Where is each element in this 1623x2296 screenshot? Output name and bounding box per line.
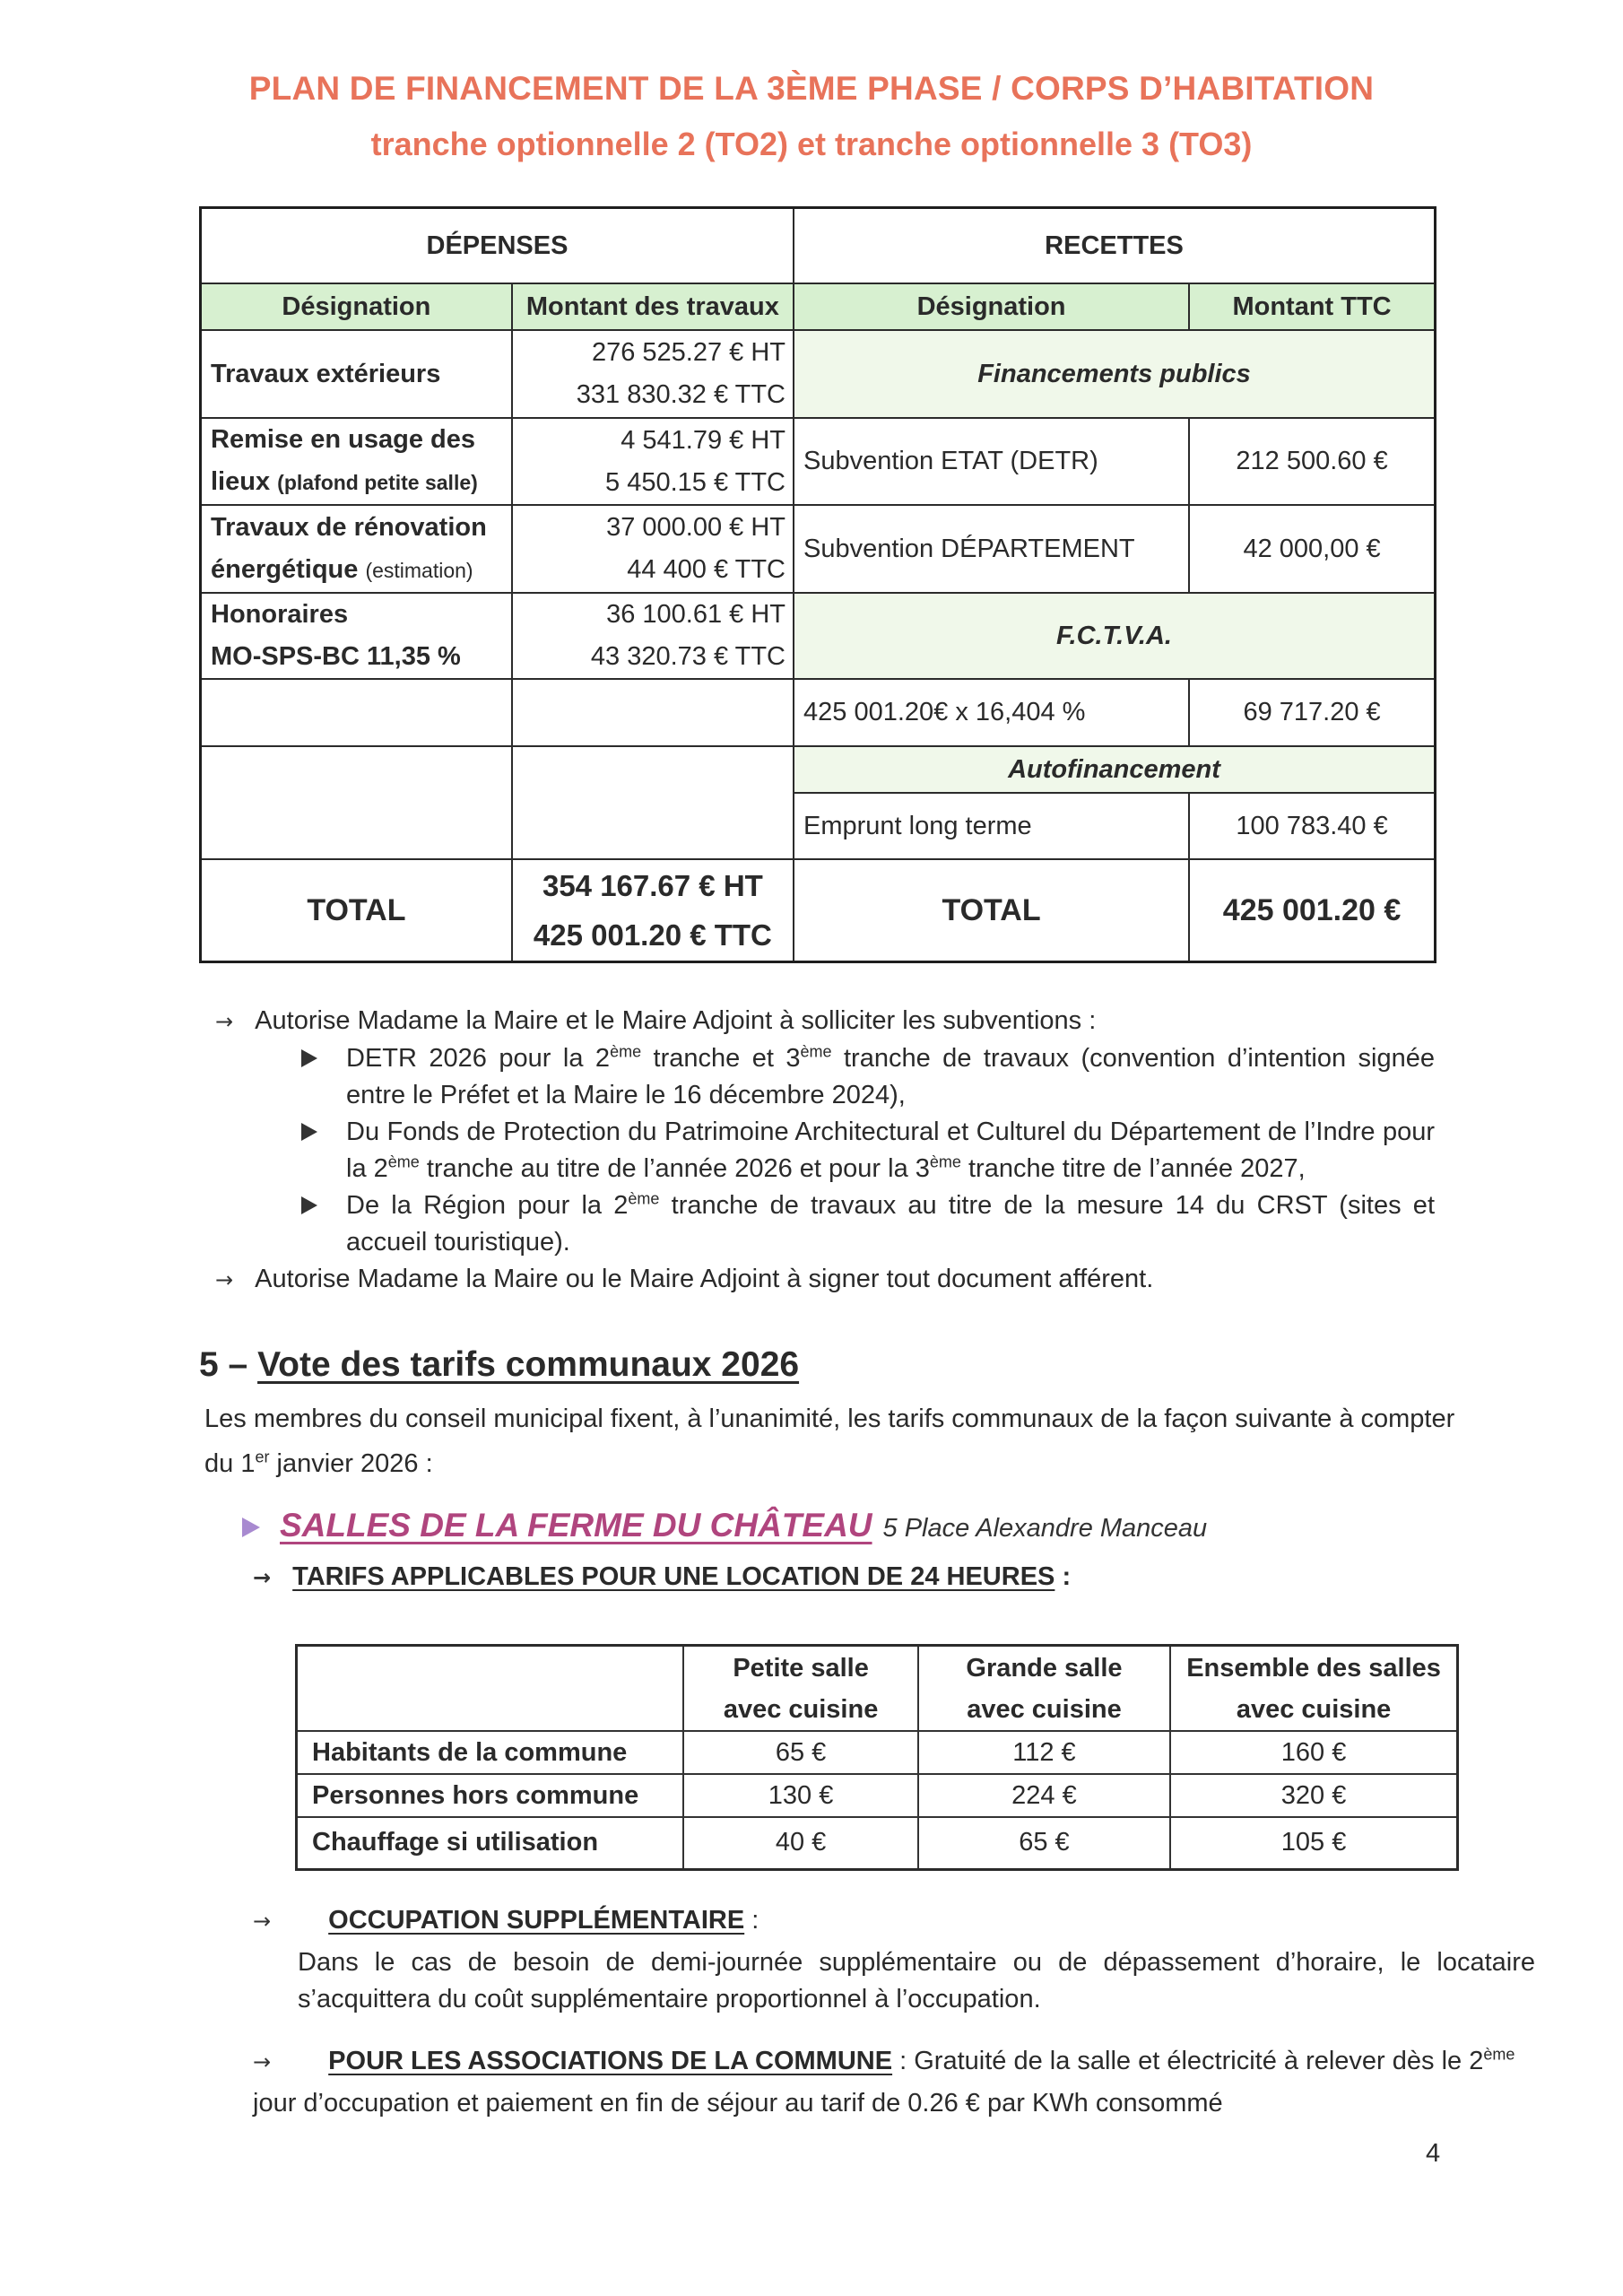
table-section-header-row xyxy=(201,208,1436,284)
table-row xyxy=(201,418,1436,505)
arrow-right-icon: → xyxy=(215,1009,234,1034)
intro-text: janvier 2026 : xyxy=(269,1449,433,1478)
venue-name: SALLES DE LA FERME DU CHÂTEAU xyxy=(280,1507,872,1544)
price-cell: 224 € xyxy=(918,1774,1170,1817)
amount-ttc: 331 830.32 € TTC xyxy=(576,380,785,409)
depense-amount xyxy=(512,418,794,505)
associations-text: jour d’occupation et paiement en fin de séjour au tarif de 0.26 € par KWh consommé xyxy=(253,2089,1223,2118)
document-subtitle: tranche optionnelle 2 (TO2) et tranche optionnelle 3 (TO3) xyxy=(370,126,1253,162)
page-number: 4 xyxy=(1426,2139,1441,2168)
total-row xyxy=(201,859,1436,962)
empty-header-cell xyxy=(297,1646,684,1732)
superscript: ème xyxy=(387,1152,420,1171)
subvention-bullet-fonds-patrimoine xyxy=(296,1114,1435,1187)
arrow-right-icon: → xyxy=(253,1909,272,1934)
superscript: ème xyxy=(800,1042,832,1061)
recette-amount: 69 717.20 € xyxy=(1189,679,1435,746)
amount-ttc: 44 400 € TTC xyxy=(627,555,785,584)
section-5-heading xyxy=(199,1345,799,1385)
depense-amount xyxy=(512,593,794,679)
arrow-right-icon: → xyxy=(215,1267,234,1292)
col-header-petite-salle xyxy=(683,1646,917,1732)
table-row xyxy=(297,1817,1458,1869)
bullet-text: De la Région pour la 2 xyxy=(346,1191,629,1220)
label-line xyxy=(211,549,502,592)
amount-ttc: 43 320.73 € TTC xyxy=(590,642,785,671)
colon: : xyxy=(1055,1562,1072,1591)
price-cell: 40 € xyxy=(683,1817,917,1869)
row-label: Habitants de la commune xyxy=(297,1731,684,1774)
col-header-designation-rec: Désignation xyxy=(794,283,1189,330)
subvention-bullet-region xyxy=(296,1187,1435,1261)
bullet-text: tranche titre de l’année 2027, xyxy=(960,1154,1306,1183)
section-number: 5 – xyxy=(199,1345,258,1384)
band-financements-publics: Financements publics xyxy=(794,330,1436,418)
table-row xyxy=(201,330,1436,418)
row-label: Personnes hors commune xyxy=(297,1774,684,1817)
section-title: Vote des tarifs communaux 2026 xyxy=(257,1345,800,1384)
total-ht: 354 167.67 € HT xyxy=(542,869,763,902)
recette-label: Emprunt long terme xyxy=(794,793,1189,859)
arrowhead-bullet-icon xyxy=(301,1123,317,1141)
label-note: (estimation) xyxy=(365,558,473,582)
arrow-right-icon: → xyxy=(253,1565,272,1590)
tariff-header-row xyxy=(297,1646,1458,1732)
depense-amount xyxy=(512,505,794,593)
depense-label: Travaux extérieurs xyxy=(201,330,512,418)
col-header-montant-travaux: Montant des travaux xyxy=(512,283,794,330)
venue-address: 5 Place Alexandre Manceau xyxy=(882,1514,1208,1543)
table-row xyxy=(297,1774,1458,1817)
col-header-grande-salle xyxy=(918,1646,1170,1732)
recettes-header: RECETTES xyxy=(794,208,1436,284)
occupation-heading-text: OCCUPATION SUPPLÉMENTAIRE xyxy=(328,1906,745,1935)
empty-cell xyxy=(512,746,794,859)
bullet-text: Du Fonds de Protection du Patrimoine Architectural et Culturel du Département de l’Indre pour la 2 xyxy=(346,1118,1435,1183)
amount-ht: 37 000.00 € HT xyxy=(606,513,785,542)
bullet-text: tranche de travaux au titre de la mesure 14 du CRST (sites et accueil touristique). xyxy=(346,1191,1435,1257)
row-label: Chauffage si utilisation xyxy=(297,1817,684,1869)
header-line: Grande salle xyxy=(966,1653,1123,1683)
depense-label xyxy=(201,505,512,593)
bullet-text: tranche au titre de l’année 2026 et pour la 3 xyxy=(419,1154,930,1183)
section-5-intro xyxy=(204,1396,1478,1486)
superscript: ème xyxy=(628,1189,660,1208)
header-line: avec cuisine xyxy=(723,1694,879,1724)
empty-cell xyxy=(201,746,512,859)
authorisation-text: Autorise Madame la Maire et le Maire Adjoint à solliciter les subventions : xyxy=(255,1006,1097,1035)
superscript: ème xyxy=(1483,2045,1515,2064)
associations-heading: POUR LES ASSOCIATIONS DE LA COMMUNE xyxy=(328,2047,893,2075)
price-cell: 65 € xyxy=(683,1731,917,1774)
label-note: (plafond petite salle) xyxy=(277,471,478,494)
recette-label: Subvention DÉPARTEMENT xyxy=(794,505,1189,593)
recette-amount: 100 783.40 € xyxy=(1189,793,1435,859)
header-line: Ensemble des salles xyxy=(1186,1653,1441,1683)
depense-amount xyxy=(512,330,794,418)
subvention-bullet-detr xyxy=(296,1040,1435,1114)
arrowhead-bullet-icon xyxy=(301,1049,317,1067)
table-row xyxy=(201,593,1436,679)
total-amount-recettes: 425 001.20 € xyxy=(1189,859,1435,962)
recette-amount: 212 500.60 € xyxy=(1189,418,1435,505)
table-row xyxy=(297,1731,1458,1774)
price-cell: 65 € xyxy=(918,1817,1170,1869)
empty-cell xyxy=(201,679,512,746)
recette-label: Subvention ETAT (DETR) xyxy=(794,418,1189,505)
table-row xyxy=(201,505,1436,593)
intro-text: Les membres du conseil municipal fixent, à l’unanimité, les tarifs communaux de la façon suivante à compter du 1 xyxy=(204,1405,1455,1478)
document-title: PLAN DE FINANCEMENT DE LA 3ÈME PHASE / CORPS D’HABITATION xyxy=(248,70,1375,107)
label-main: énergétique xyxy=(211,554,359,584)
tarifs-heading xyxy=(253,1562,1071,1592)
bullet-text: tranche et 3 xyxy=(641,1044,801,1073)
recette-label: 425 001.20€ x 16,404 % xyxy=(794,679,1189,746)
arrowhead-bullet-icon xyxy=(242,1518,260,1537)
header-line: avec cuisine xyxy=(967,1694,1122,1724)
col-header-montant-ttc: Montant TTC xyxy=(1189,283,1435,330)
bullet-text: DETR 2026 pour la 2 xyxy=(346,1044,611,1073)
arrow-right-icon: → xyxy=(253,2049,272,2074)
label-line: Remise en usage des xyxy=(211,425,475,454)
superscript: er xyxy=(255,1448,270,1466)
total-label-depenses: TOTAL xyxy=(201,859,512,962)
authorisation-item-2 xyxy=(215,1261,1153,1299)
band-autofinancement: Autofinancement xyxy=(794,746,1436,793)
depense-label xyxy=(201,418,512,505)
price-cell: 160 € xyxy=(1170,1731,1457,1774)
total-amount-depenses xyxy=(512,859,794,962)
band-fctva: F.C.T.V.A. xyxy=(794,593,1436,679)
authorisation-text: Autorise Madame la Maire ou le Maire Adjoint à signer tout document afférent. xyxy=(255,1265,1154,1293)
price-cell: 105 € xyxy=(1170,1817,1457,1869)
col-header-ensemble-salles xyxy=(1170,1646,1457,1732)
colon: : xyxy=(744,1906,759,1935)
amount-ht: 4 541.79 € HT xyxy=(621,425,785,455)
table-row xyxy=(201,679,1436,746)
table-column-header-row xyxy=(201,283,1436,330)
associations-paragraph xyxy=(253,2040,1535,2124)
occupation-body: Dans le cas de besoin de demi-journée supplémentaire ou de dépassement d’horaire, le locataire s’acquittera du coût supplémentaire proportionnel à l’occupation. xyxy=(298,1948,1535,2013)
superscript: ème xyxy=(929,1152,961,1171)
col-header-designation-dep: Désignation xyxy=(201,283,512,330)
table-row xyxy=(201,746,1436,793)
amount-ttc: 5 450.15 € TTC xyxy=(605,467,785,497)
depenses-header: DÉPENSES xyxy=(201,208,794,284)
amount-ht: 276 525.27 € HT xyxy=(591,338,785,367)
price-cell: 320 € xyxy=(1170,1774,1457,1817)
price-cell: 112 € xyxy=(918,1731,1170,1774)
tariff-table xyxy=(295,1644,1459,1871)
label-line: Honoraires xyxy=(211,600,349,629)
label-line xyxy=(211,461,502,504)
label-main: lieux xyxy=(211,467,271,496)
header-line: avec cuisine xyxy=(1236,1694,1392,1724)
tarifs-heading-text: TARIFS APPLICABLES POUR UNE LOCATION DE 24 HEURES xyxy=(292,1562,1055,1591)
arrowhead-bullet-icon xyxy=(301,1196,317,1214)
total-ttc: 425 001.20 € TTC xyxy=(533,918,772,952)
financing-plan-table xyxy=(199,206,1436,963)
amount-ht: 36 100.61 € HT xyxy=(606,600,785,629)
authorisation-item-1 xyxy=(215,1003,1096,1040)
label-line: Travaux de rénovation xyxy=(211,512,487,542)
depense-label xyxy=(201,593,512,679)
header-line: Petite salle xyxy=(733,1653,869,1683)
price-cell: 130 € xyxy=(683,1774,917,1817)
superscript: ème xyxy=(610,1042,642,1061)
empty-cell xyxy=(512,679,794,746)
associations-text: : Gratuité de la salle et électricité à relever dès le 2 xyxy=(892,2047,1484,2075)
label-line: MO-SPS-BC 11,35 % xyxy=(211,642,461,671)
recette-amount: 42 000,00 € xyxy=(1189,505,1435,593)
total-label-recettes: TOTAL xyxy=(794,859,1189,962)
salles-heading xyxy=(242,1507,1207,1544)
occupation-heading xyxy=(253,1906,759,1935)
bullet-text: tranche de travaux (convention d’intention signée entre le Préfet et la Maire le 16 décembre 2024), xyxy=(346,1044,1435,1109)
